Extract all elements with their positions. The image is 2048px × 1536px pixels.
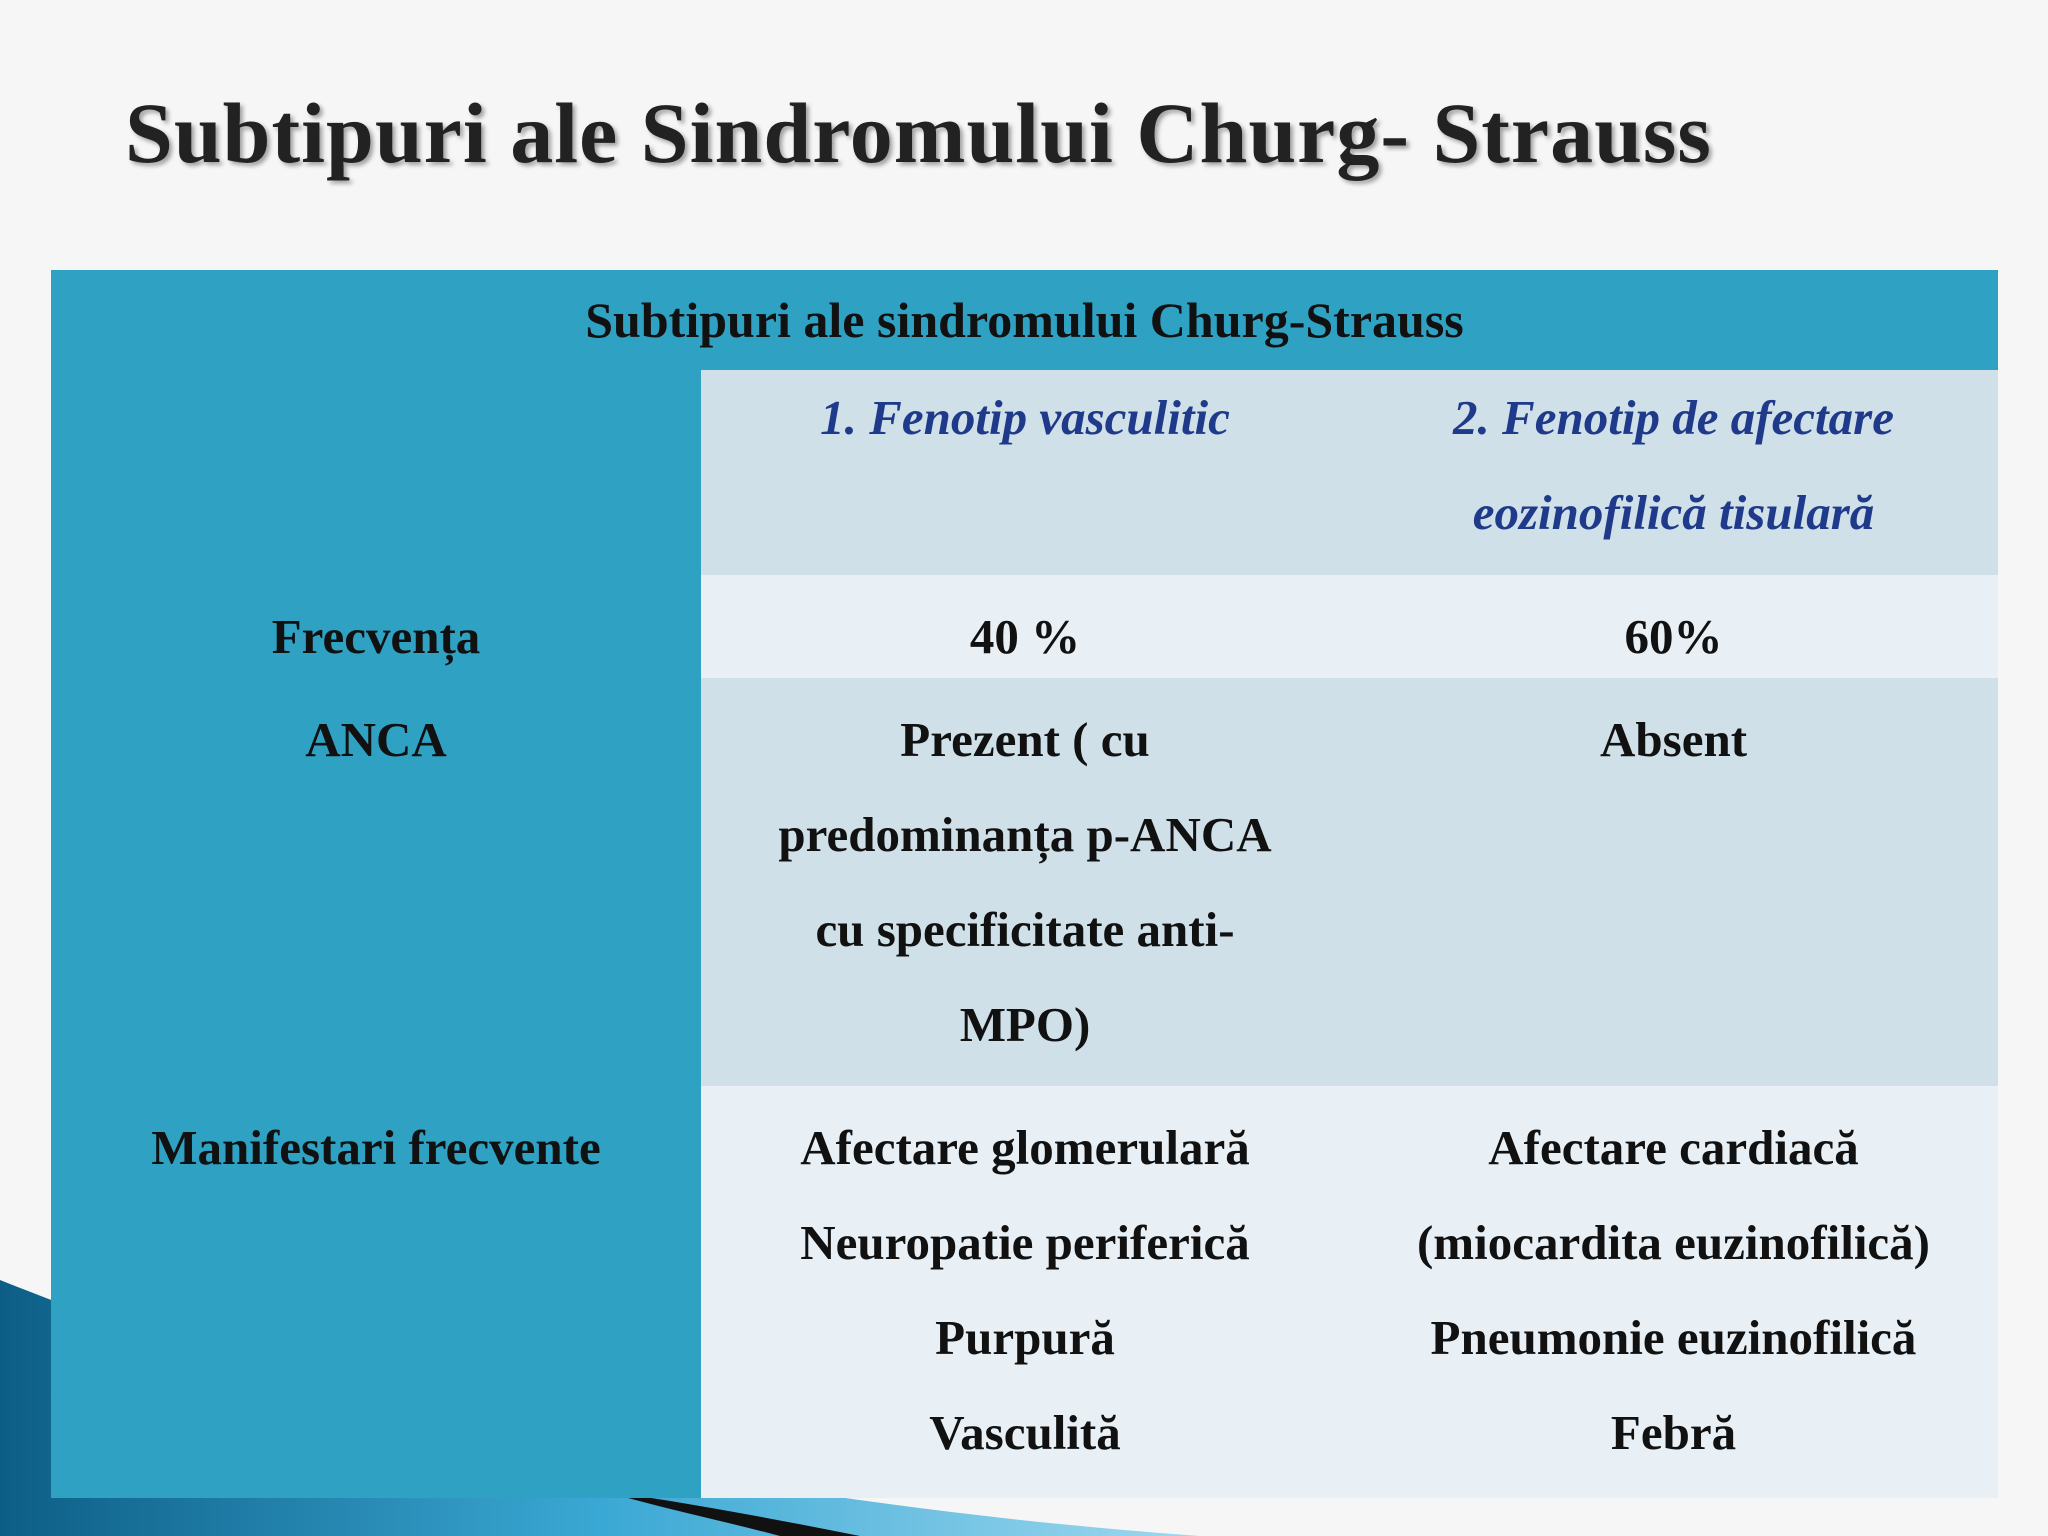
slide-title: Subtipuri ale Sindromului Churg- Strauss <box>125 85 1712 181</box>
col-header-line: eozinofilică tisulară <box>1472 485 1875 540</box>
table-row-frequency <box>51 575 1998 678</box>
cell-line: 40 % <box>969 609 1081 664</box>
cell-frequency-eosinophilic <box>1349 575 1998 678</box>
cell-line: (miocardita euzinofilică) <box>1416 1215 1931 1270</box>
cell-line: Afectare glomerulară <box>800 1120 1250 1175</box>
subtypes-table <box>51 270 1998 1498</box>
cell-line: predominanța p-ANCA <box>778 807 1272 862</box>
cell-line: Vasculită <box>929 1405 1121 1460</box>
cell-manifestations-vasculitic <box>701 1086 1349 1498</box>
col-header-vasculitic <box>701 370 1349 575</box>
cell-line: MPO) <box>959 997 1091 1052</box>
cell-line: Febră <box>1610 1405 1737 1460</box>
row-label: Frecvența <box>51 575 701 678</box>
row-label: ANCA <box>51 678 701 1086</box>
cell-line: Afectare cardiacă <box>1488 1120 1859 1175</box>
cell-line: Pneumonie euzinofilică <box>1430 1310 1917 1365</box>
cell-line: Neuropatie periferică <box>800 1215 1250 1270</box>
cell-line: Prezent ( cu <box>900 712 1150 767</box>
cell-anca-eosinophilic <box>1349 678 1998 1086</box>
col-header-line: 2. Fenotip de afectare <box>1453 390 1894 445</box>
row-label: Manifestari frecvente <box>51 1086 701 1498</box>
cell-anca-vasculitic <box>701 678 1349 1086</box>
table-row-anca <box>51 678 1998 1086</box>
header-empty-cell <box>51 370 701 575</box>
cell-frequency-vasculitic <box>701 575 1349 678</box>
table-caption: Subtipuri ale sindromului Churg-Strauss <box>585 292 1464 348</box>
cell-line: 60% <box>1624 609 1723 664</box>
table-row-manifestations <box>51 1086 1998 1498</box>
cell-line: Absent <box>1599 712 1748 767</box>
cell-manifestations-eosinophilic <box>1349 1086 1998 1498</box>
col-header-eosinophilic <box>1349 370 1998 575</box>
column-header-row <box>51 370 1998 575</box>
table-caption-row <box>51 270 1998 370</box>
cell-line: cu specificitate anti- <box>815 902 1235 957</box>
cell-line: Purpură <box>935 1310 1115 1365</box>
col-header-line: 1. Fenotip vasculitic <box>820 390 1230 445</box>
